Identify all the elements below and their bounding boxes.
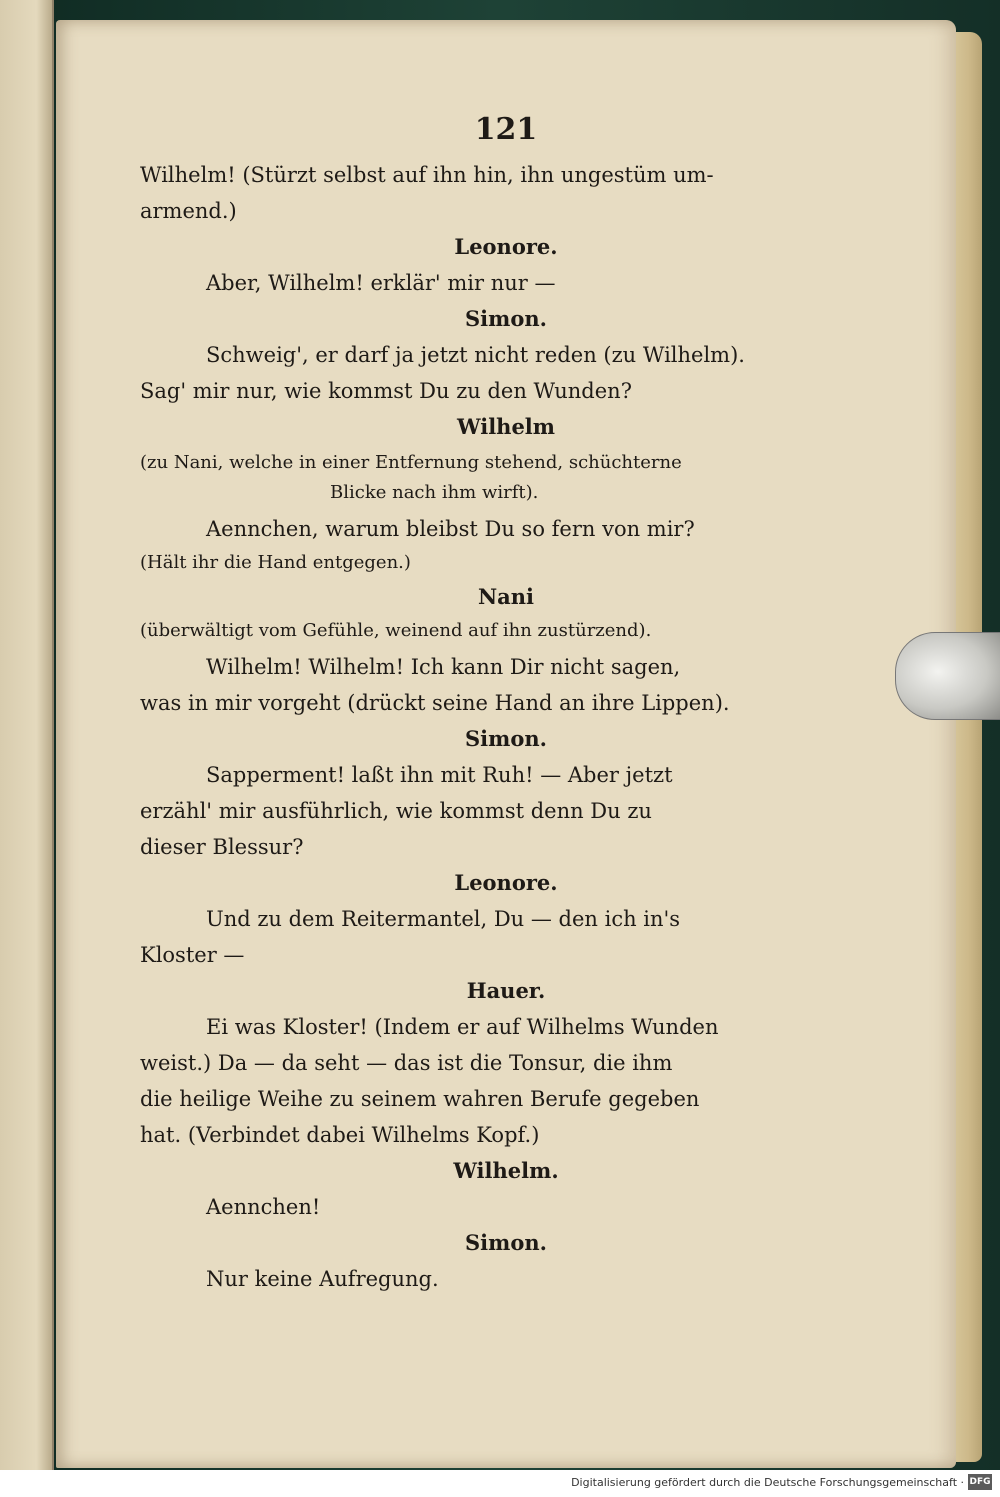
speaker-label: Wilhelm. xyxy=(453,1158,559,1183)
text-line: Und zu dem Reitermantel, Du — den ich in's xyxy=(206,907,681,931)
speaker-label: Simon. xyxy=(465,306,547,331)
metal-page-clip xyxy=(895,632,1000,720)
funding-credit: Digitalisierung gefördert durch die Deutsche Forschungsgemeinschaft · xyxy=(571,1476,964,1489)
stage-direction: Blicke nach ihm wirft). xyxy=(330,482,539,503)
text-line: Schweig', er darf ja jetzt nicht reden (zu Wilhelm). xyxy=(206,343,745,367)
speaker-label: Simon. xyxy=(465,1230,547,1255)
speaker-label: Leonore. xyxy=(454,870,558,895)
text-line: was in mir vorgeht (drückt seine Hand an ihre Lippen). xyxy=(140,691,730,715)
text-line: weist.) Da — da seht — das ist die Tonsur, die ihm xyxy=(140,1051,673,1075)
speaker-label: Simon. xyxy=(465,726,547,751)
text-line: die heilige Weihe zu seinem wahren Berufe gegeben xyxy=(140,1087,700,1111)
page-number: 121 xyxy=(474,112,538,147)
text-line: Aber, Wilhelm! erklär' mir nur — xyxy=(206,271,556,295)
text-line: hat. (Verbindet dabei Wilhelms Kopf.) xyxy=(140,1123,540,1147)
text-line: Ei was Kloster! (Indem er auf Wilhelms Wunden xyxy=(206,1015,719,1039)
left-page-edge xyxy=(0,0,54,1470)
speaker-label: Leonore. xyxy=(454,234,558,259)
text-line: dieser Blessur? xyxy=(140,835,304,859)
stage-direction: (Hält ihr die Hand entgegen.) xyxy=(140,552,411,573)
text-line: Aennchen! xyxy=(206,1195,321,1219)
text-line: Sapperment! laßt ihn mit Ruh! — Aber jetzt xyxy=(206,763,673,787)
text-line: Nur keine Aufregung. xyxy=(206,1267,439,1291)
text-line: Aennchen, warum bleibst Du so fern von mir? xyxy=(206,517,695,541)
text-line: armend.) xyxy=(140,199,237,223)
speaker-label: Nani xyxy=(477,584,535,609)
text-line: Kloster — xyxy=(140,943,245,967)
dfg-logo-icon: DFG xyxy=(968,1474,992,1490)
speaker-label: Wilhelm xyxy=(457,414,555,439)
text-line: Sag' mir nur, wie kommst Du zu den Wunden? xyxy=(140,379,632,403)
footer-bar xyxy=(0,1470,1000,1497)
text-line: Wilhelm! (Stürzt selbst auf ihn hin, ihn ungestüm um- xyxy=(140,163,714,187)
text-line: Wilhelm! Wilhelm! Ich kann Dir nicht sagen, xyxy=(206,655,681,679)
stage-direction: (zu Nani, welche in einer Entfernung stehend, schüchterne xyxy=(140,452,682,473)
text-line: erzähl' mir ausführlich, wie kommst denn Du zu xyxy=(140,799,652,823)
book-page xyxy=(56,20,956,1468)
speaker-label: Hauer. xyxy=(466,978,546,1003)
stage-direction: (überwältigt vom Gefühle, weinend auf ihn zustürzend). xyxy=(140,620,652,641)
